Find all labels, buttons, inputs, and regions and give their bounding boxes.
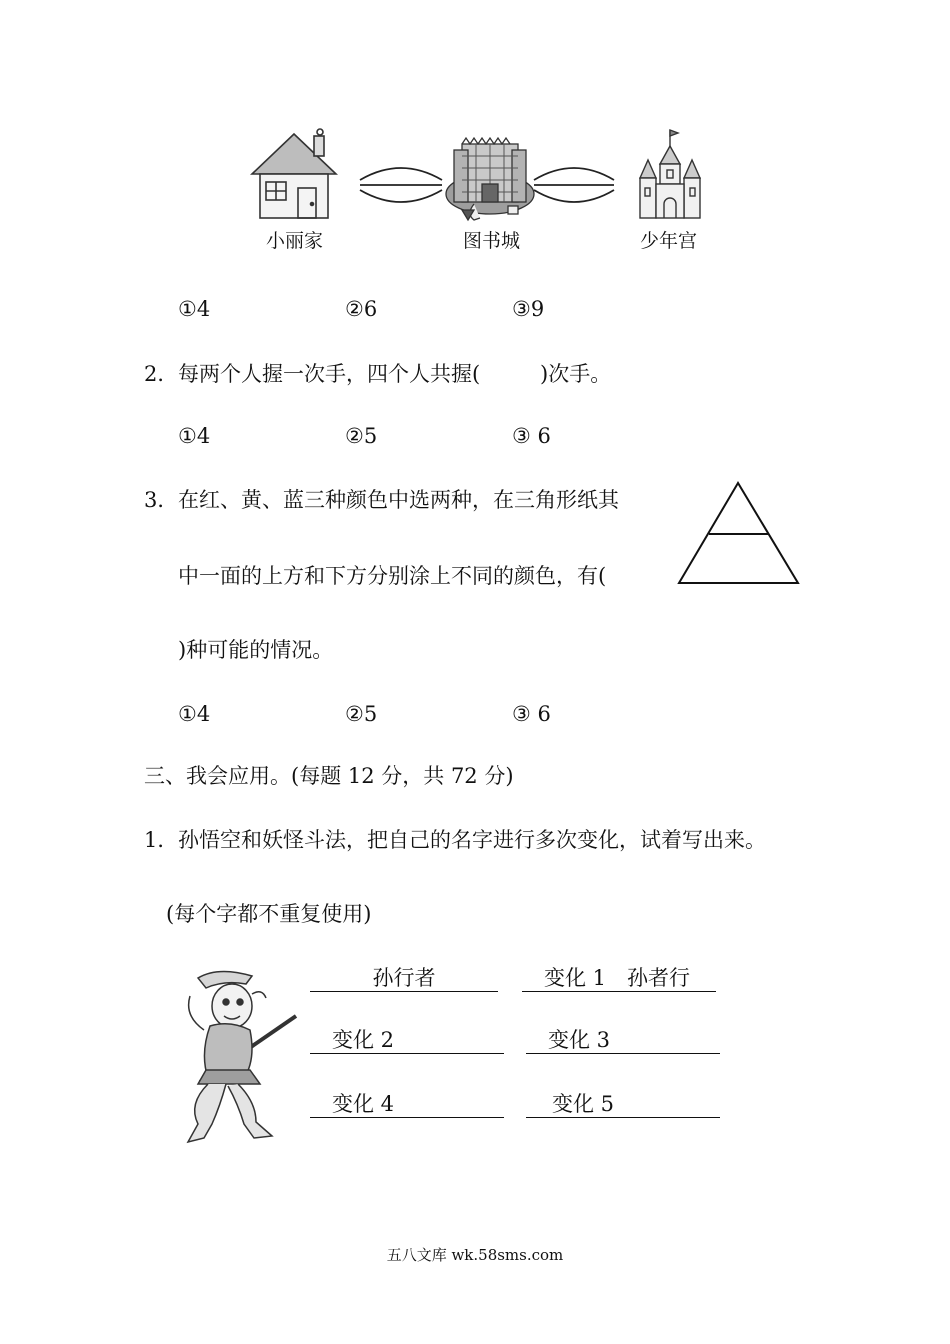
answer-blank-variation-4[interactable]: 变化 4 <box>310 1092 504 1118</box>
app-q1-text: 孙悟空和妖怪斗法，把自己的名字进行多次变化，试着写出来。 <box>178 828 766 852</box>
q2-number: 2． <box>144 362 179 386</box>
answer-blank-variation-2[interactable]: 变化 2 <box>310 1028 504 1054</box>
q1-option-2: ②6 <box>345 297 378 321</box>
answer-blank-variation-5[interactable]: 变化 5 <box>526 1092 720 1118</box>
q2-option-2: ②5 <box>345 424 378 448</box>
app-q1-number: 1． <box>144 828 179 852</box>
answer-blank-variation-1[interactable]: 变化 1 孙者行 <box>522 966 716 992</box>
q1-option-3: ③9 <box>512 297 545 321</box>
q3-option-1: ①4 <box>178 702 211 726</box>
label-youth-palace: 少年宫 <box>640 230 698 252</box>
q3-line-2: 中一面的上方和下方分别涂上不同的颜色，有( <box>178 564 607 588</box>
q3-option-2: ②5 <box>345 702 378 726</box>
q2-option-3: ③ 6 <box>512 424 551 448</box>
page-footer: 五八文库 wk.58sms.com <box>386 1246 564 1264</box>
label-xiaoli-home: 小丽家 <box>266 230 324 252</box>
book-city-illustration <box>444 130 536 224</box>
label-book-city: 图书城 <box>463 230 521 252</box>
section-3-heading: 三、我会应用。(每题 12 分，共 72 分) <box>144 764 514 788</box>
q1-option-1: ①4 <box>178 297 211 321</box>
app-q1-note: (每个字都不重复使用) <box>166 902 372 926</box>
monkey-king-illustration <box>180 966 300 1152</box>
q3-line-3: )种可能的情况。 <box>178 638 334 662</box>
q2-text-before: 每两个人握一次手，四个人共握( <box>178 362 481 386</box>
road-lines-right <box>532 160 616 210</box>
road-lines-left <box>358 160 444 210</box>
answer-blank-original[interactable]: 孙行者 <box>310 966 498 992</box>
q2-option-1: ①4 <box>178 424 211 448</box>
house-illustration <box>248 128 340 220</box>
triangle-figure <box>676 480 802 586</box>
answer-blank-variation-3[interactable]: 变化 3 <box>526 1028 720 1054</box>
q3-number: 3． <box>144 488 179 512</box>
q2-text-after: )次手。 <box>540 362 612 386</box>
q3-line-1: 在红、黄、蓝三种颜色中选两种，在三角形纸其 <box>178 488 619 512</box>
castle-illustration <box>636 128 704 220</box>
q3-option-3: ③ 6 <box>512 702 551 726</box>
